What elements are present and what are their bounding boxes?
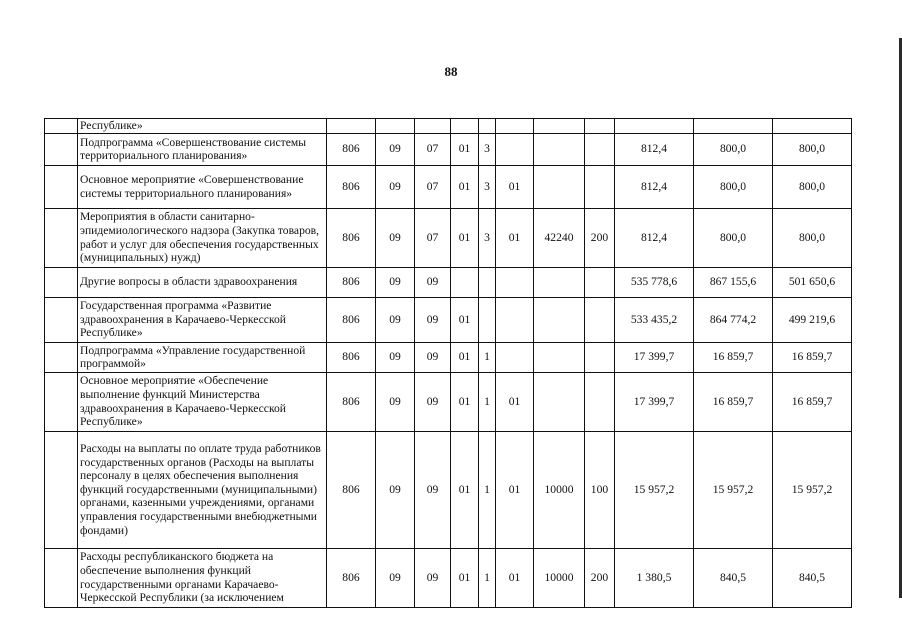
subprogram-code: 1: [479, 431, 496, 548]
measure-code: 01: [496, 165, 534, 208]
table-row: [45, 267, 852, 297]
amount-year-3: 800,0: [773, 165, 852, 208]
index-cell: [45, 372, 78, 431]
amount-year-3: 16 859,7: [773, 372, 852, 431]
amount-year-3: 499 219,6: [773, 297, 852, 342]
subprogram-code: 1: [479, 342, 496, 372]
subprogram-code: [479, 267, 496, 297]
amount-year-1: 17 399,7: [615, 342, 694, 372]
measure-code: [496, 267, 534, 297]
program-code: 01: [451, 431, 479, 548]
ved-code: 806: [327, 208, 376, 267]
expense-type-code: 200: [585, 548, 615, 607]
ved-code: 806: [327, 342, 376, 372]
ved-code: 806: [327, 431, 376, 548]
subsection-code: 07: [415, 165, 451, 208]
program-code: 01: [451, 208, 479, 267]
section-code: 09: [376, 297, 415, 342]
index-cell: [45, 267, 78, 297]
amount-year-1: 533 435,2: [615, 297, 694, 342]
expense-direction-code: [534, 372, 585, 431]
index-cell: [45, 342, 78, 372]
amount-year-1: 535 778,6: [615, 267, 694, 297]
section-code: 09: [376, 342, 415, 372]
amount-year-2: 800,0: [694, 133, 773, 165]
section-code: 09: [376, 133, 415, 165]
expense-direction-code: [534, 119, 585, 134]
measure-code: 01: [496, 372, 534, 431]
index-cell: [45, 165, 78, 208]
amount-year-1: 812,4: [615, 208, 694, 267]
subprogram-code: 1: [479, 372, 496, 431]
index-cell: [45, 119, 78, 134]
program-code: 01: [451, 297, 479, 342]
amount-year-2: 16 859,7: [694, 342, 773, 372]
index-cell: [45, 208, 78, 267]
item-name: Подпрограмма «Совершенствование системы территориального планирования»: [78, 133, 327, 165]
ved-code: [327, 119, 376, 134]
subprogram-code: 3: [479, 208, 496, 267]
amount-year-2: 800,0: [694, 165, 773, 208]
amount-year-3: 840,5: [773, 548, 852, 607]
item-name: Государственная программа «Развитие здравоохранения в Карачаево-Черкесской Республике»: [78, 297, 327, 342]
index-cell: [45, 431, 78, 548]
ved-code: 806: [327, 297, 376, 342]
subprogram-code: [479, 297, 496, 342]
subsection-code: 09: [415, 267, 451, 297]
expense-type-code: [585, 267, 615, 297]
expense-type-code: [585, 342, 615, 372]
subsection-code: 07: [415, 208, 451, 267]
expense-type-code: [585, 119, 615, 134]
program-code: [451, 267, 479, 297]
ved-code: 806: [327, 133, 376, 165]
table-row: [45, 431, 852, 548]
measure-code: 01: [496, 431, 534, 548]
section-code: 09: [376, 208, 415, 267]
expense-direction-code: 10000: [534, 548, 585, 607]
table-row: [45, 165, 852, 208]
section-code: 09: [376, 548, 415, 607]
amount-year-2: [694, 119, 773, 134]
measure-code: [496, 342, 534, 372]
section-code: [376, 119, 415, 134]
amount-year-2: 16 859,7: [694, 372, 773, 431]
subprogram-code: 1: [479, 548, 496, 607]
measure-code: [496, 133, 534, 165]
amount-year-1: 17 399,7: [615, 372, 694, 431]
subprogram-code: 3: [479, 133, 496, 165]
program-code: [451, 119, 479, 134]
amount-year-3: 15 957,2: [773, 431, 852, 548]
ved-code: 806: [327, 165, 376, 208]
amount-year-2: 840,5: [694, 548, 773, 607]
measure-code: [496, 119, 534, 134]
index-cell: [45, 297, 78, 342]
table-row: [45, 297, 852, 342]
expense-type-code: [585, 133, 615, 165]
index-cell: [45, 548, 78, 607]
index-cell: [45, 133, 78, 165]
amount-year-3: [773, 119, 852, 134]
subprogram-code: [479, 119, 496, 134]
subsection-code: 09: [415, 431, 451, 548]
item-name: Расходы на выплаты по оплате труда работников государственных органов (Расходы на выплаты персоналу в целях обеспечения выполнения функций государственными (муниципальными) органами, казенными учреждениями, органами управления государственными внебюджетными фондами): [78, 431, 327, 548]
subsection-code: [415, 119, 451, 134]
table-row: [45, 119, 852, 134]
table-row: [45, 548, 852, 607]
page-number: 88: [444, 64, 458, 79]
program-code: 01: [451, 165, 479, 208]
item-name: Основное мероприятие «Совершенствование системы территориального планирования»: [78, 165, 327, 208]
item-name: Основное мероприятие «Обеспечение выполнение функций Министерства здравоохранения в Карачаево-Черкесской Республике»: [78, 372, 327, 431]
expense-type-code: [585, 297, 615, 342]
amount-year-3: 800,0: [773, 208, 852, 267]
measure-code: [496, 297, 534, 342]
section-code: 09: [376, 267, 415, 297]
amount-year-2: 864 774,2: [694, 297, 773, 342]
program-code: 01: [451, 372, 479, 431]
expense-type-code: [585, 372, 615, 431]
section-code: 09: [376, 372, 415, 431]
item-name: Мероприятия в области санитарно-эпидемиологического надзора (Закупка товаров, работ и услуг для обеспечения государственных (муниципальных) нужд): [78, 208, 327, 267]
expense-direction-code: [534, 297, 585, 342]
subsection-code: 07: [415, 133, 451, 165]
section-code: 09: [376, 165, 415, 208]
subsection-code: 09: [415, 297, 451, 342]
subprogram-code: 3: [479, 165, 496, 208]
subsection-code: 09: [415, 548, 451, 607]
table-row: [45, 133, 852, 165]
table-row: [45, 208, 852, 267]
amount-year-2: 15 957,2: [694, 431, 773, 548]
expense-direction-code: [534, 165, 585, 208]
expense-type-code: 200: [585, 208, 615, 267]
expense-direction-code: [534, 267, 585, 297]
expense-type-code: [585, 165, 615, 208]
table-row: [45, 372, 852, 431]
amount-year-3: 800,0: [773, 133, 852, 165]
ved-code: 806: [327, 372, 376, 431]
expense-type-code: 100: [585, 431, 615, 548]
program-code: 01: [451, 133, 479, 165]
expense-direction-code: 42240: [534, 208, 585, 267]
amount-year-1: 15 957,2: [615, 431, 694, 548]
expense-direction-code: 10000: [534, 431, 585, 548]
program-code: 01: [451, 342, 479, 372]
item-name: Расходы республиканского бюджета на обеспечение выполнения функций государственными органами Карачаево-Черкесской Республики (за исключением: [78, 548, 327, 607]
budget-table: [44, 118, 852, 608]
item-name: Подпрограмма «Управление государственной программой»: [78, 342, 327, 372]
amount-year-1: 812,4: [615, 165, 694, 208]
ved-code: 806: [327, 548, 376, 607]
program-code: 01: [451, 548, 479, 607]
expense-direction-code: [534, 342, 585, 372]
item-name: Другие вопросы в области здравоохранения: [78, 267, 327, 297]
item-name: Республике»: [78, 119, 327, 134]
table-row: [45, 342, 852, 372]
subsection-code: 09: [415, 342, 451, 372]
amount-year-1: 1 380,5: [615, 548, 694, 607]
section-code: 09: [376, 431, 415, 548]
measure-code: 01: [496, 548, 534, 607]
amount-year-1: [615, 119, 694, 134]
amount-year-2: 867 155,6: [694, 267, 773, 297]
amount-year-3: 501 650,6: [773, 267, 852, 297]
amount-year-2: 800,0: [694, 208, 773, 267]
expense-direction-code: [534, 133, 585, 165]
measure-code: 01: [496, 208, 534, 267]
amount-year-1: 812,4: [615, 133, 694, 165]
subsection-code: 09: [415, 372, 451, 431]
ved-code: 806: [327, 267, 376, 297]
amount-year-3: 16 859,7: [773, 342, 852, 372]
